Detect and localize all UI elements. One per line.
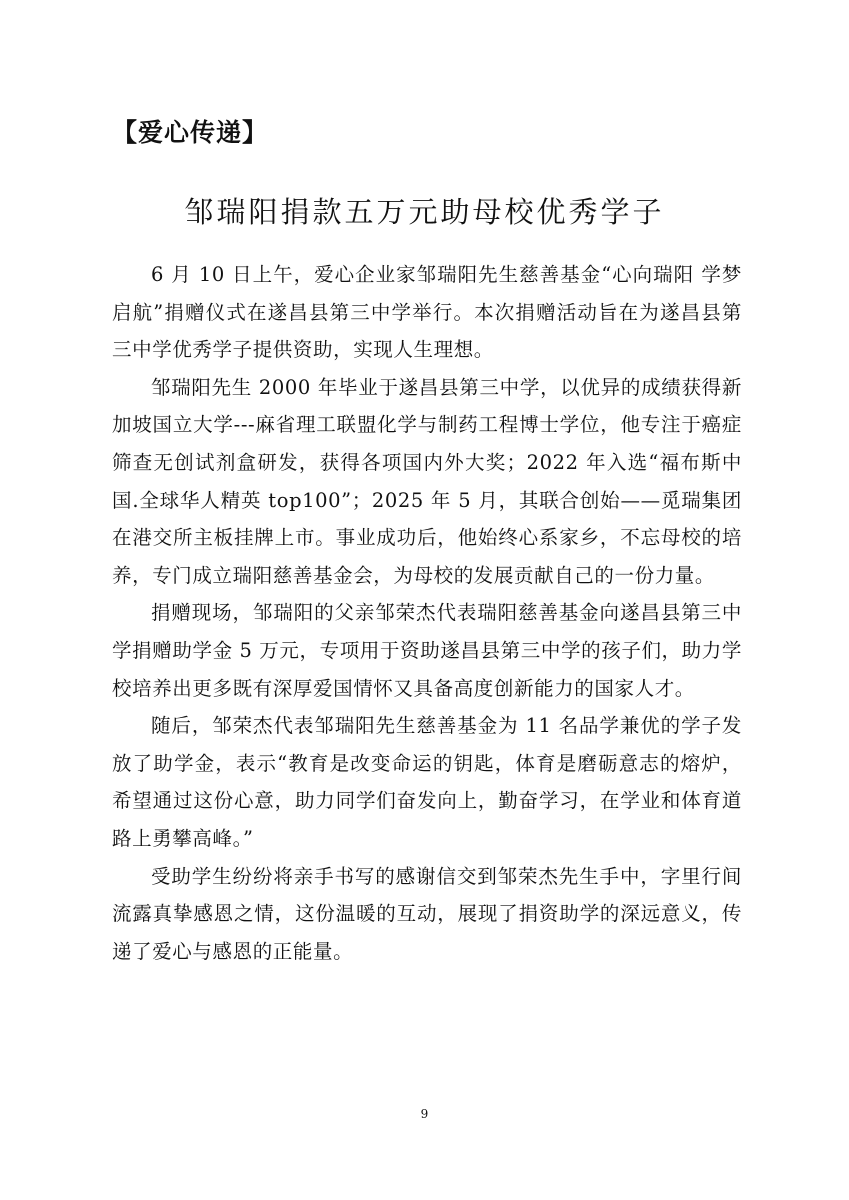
article-paragraph-5: 受助学生纷纷将亲手书写的感谢信交到邹荣杰先生手中，字里行间流露真挚感恩之情，这份温暖的互动，展现了捐资助学的深远意义，传递了爱心与感恩的正能量。 (112, 864, 742, 963)
article-paragraph-1: 6 月 10 日上午，爱心企业家邹瑞阳先生慈善基金“心向瑞阳 学梦启航”捐赠仪式在遂昌县第三中学举行。本次捐赠活动旨在为遂昌县第三中学优秀学子提供资助，实现人生理想。 (112, 263, 742, 362)
section-tag: 【爱心传递】 (112, 118, 269, 147)
article-body (112, 256, 742, 970)
article-title: 邹瑞阳捐款五万元助母校优秀学子 (184, 195, 665, 229)
article-paragraph-2: 邹瑞阳先生 2000 年毕业于遂昌县第三中学，以优异的成绩获得新加坡国立大学---麻省理工联盟化学与制药工程博士学位，他专注于癌症筛查无创试剂盒研发，获得各项国内外大奖；2022 年入选“福布斯中国.全球华人精英 top100”；2025 年 5 月，其联合创始——觅瑞集团在港交所主板挂牌上市。事业成功后，他始终心系家乡，不忘母校的培养，专门成立瑞阳慈善基金会，为母校的发展贡献自己的一份力量。 (112, 375, 742, 587)
article-paragraph-4: 随后，邹荣杰代表邹瑞阳先生慈善基金为 11 名品学兼优的学子发放了助学金，表示“教育是改变命运的钥匙，体育是磨砺意志的熔炉，希望通过这份心意，助力同学们奋发向上，勤奋学习，在学业和体育道路上勇攀高峰。” (112, 714, 742, 850)
page-number: 9 (420, 1107, 429, 1121)
article-paragraph-3: 捐赠现场，邹瑞阳的父亲邹荣杰代表瑞阳慈善基金向遂昌县第三中学捐赠助学金 5 万元，专项用于资助遂昌县第三中学的孩子们，助力学校培养出更多既有深厚爱国情怀又具备高度创新能力的国家人才。 (112, 601, 742, 700)
